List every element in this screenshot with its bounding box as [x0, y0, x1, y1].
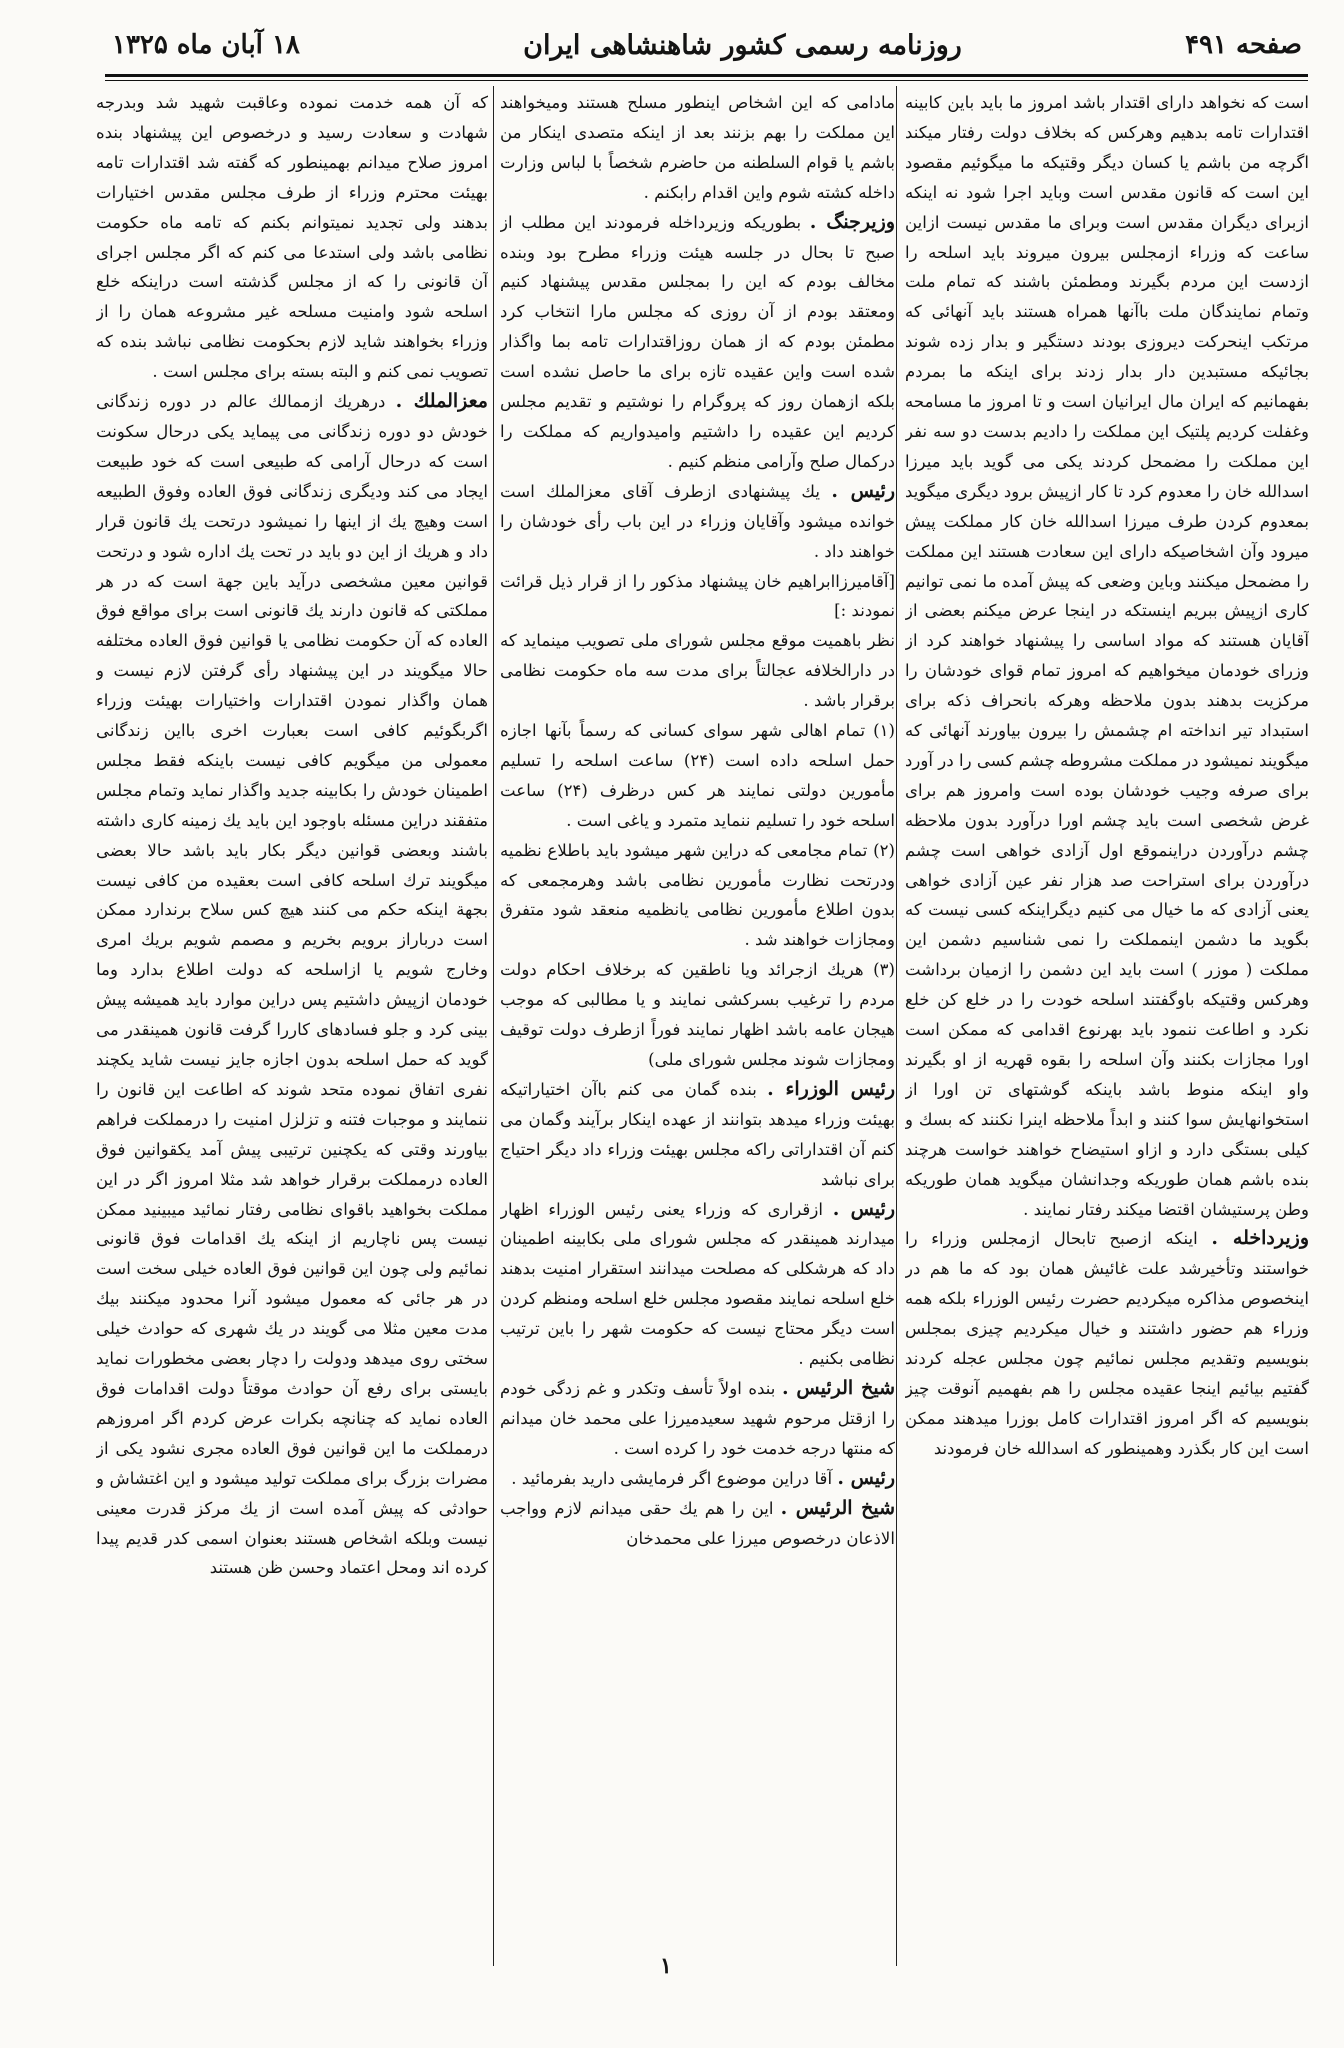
item-text: (۳) هریك ازجرائد ویا ناطقین که برخلاف احکام دولت مردم را ترغیب بسرکشی نمایند و یا مطالبی که موجب هیجان عامه باشد اظهار نمایند فوراً ازطرف دولت توقیف ومجازات شوند مجلس شورای ملی): [500, 960, 895, 1069]
speaker-name: رئیس .: [831, 479, 895, 502]
speech-text: بنده اولاً تأسف وتکدر و غم زدگی خودم را ازقتل مرحوم شهید سعیدمیرزا علی محمد خان میدانم که منتها درجه خدمت خود را کرده است .: [500, 1378, 895, 1458]
speaker-name: شیخ الرئیس .: [781, 1376, 895, 1399]
footer-page-number: ۱: [660, 1953, 672, 1979]
column-middle: [500, 88, 895, 1968]
speech-entry: [905, 1224, 1309, 1463]
speech-entry: [500, 1374, 895, 1464]
speech-entry: [500, 1075, 895, 1195]
paragraph: که آن همه خدمت نموده وعاقبت شهید شد وبدرجه شهادت و سعادت رسید و درخصوص این پیشنهاد بنده امروز صلاح میدانم بهمینطور که گفته شد اقتدارات تامه بهیئت محترم وزراء از طرف مجلس مقدس اختیارات بدهند ولی تجدید نمیتوانم بکنم که تامه ماه حکومت نظامی باشد ولی استدعا می کنم که اگر مجلس اجرای آن قانونی را که از مجلس گذشته است دراینکه خلع اسلحه شود وامنیت مسلحه غیر مشروعه همان را از وزراء بخواهند شاید لازم بحکومت نظامی نباشد بنده که تصویب نمی کنم و البته بسته برای مجلس است .: [96, 93, 488, 382]
bracket-note: [500, 567, 895, 627]
speaker-name: وزیرداخله .: [1211, 1227, 1309, 1250]
speaker-name: رئیس .: [837, 1466, 895, 1489]
header-newspaper-title: روزنامه رسمی کشور شاهنشاهی ایران: [523, 29, 962, 61]
speech-text: بنده گمان می کنم باآن اختیاراتیکه بهیئت وزراء میدهد بتوانند از عهده اینکار برآیند وگمان می کنم آن اقتداراتی راکه مجلس بهیئت وزراء داد دیگر احتیاج برای نباشد: [500, 1079, 895, 1189]
speech-entry: [500, 208, 895, 477]
speech-text: اینکه ازصبح تابحال ازمجلس وزراء را خواستند وتأخیرشد علت غائیش همان بود که ما هم در اینخصوص مذاکره میکردیم حضرت رئیس الوزراء بلکه همه وزراء هم حضور داشتند و خیال میکردیم چیزی بمجلس بنویسیم وتقدیم مجلس نمائیم چون مجلس عجله کردند گفتیم بیائیم اینجا عقیده مجلس را هم بفهمیم آنوقت چیز بنویسیم که اگر امروز اقتدارات کامل بوزرا میدهند ممکن است این کار بگذرد وهمینطور که اسدالله خان فرمودند: [905, 1229, 1309, 1458]
paragraph: است که نخواهد دارای اقتدار باشد امروز ما باید باین کابینه اقتدارات تامه بدهیم وهرکس که بخلاف دولت رفتار میکند اگرچه من باشم یا کسان دیگر وقتیکه ما میگوئیم مقصود این است که قانون مقدس است وباید اجرا شود نه اینکه ازبرای دیگران مقدس است وبرای ما مقدس نیست ازاین ساعت که وزراء ازمجلس بیرون میروند باید اسلحه را ازدست این مردم بگیرند ومطمئن باشند که تمام ملت وتمام نمایندگان ملت باآنها همراه هستند باید آنهائی که مرتکب اینحرکت دیروزی بودند دستگیر و بدار زده شوند بجائیکه مستبدین دار بدار زدند برای اینکه ما بمردم بفهمانیم که ایران مال ایرانیان است و تا امروز ما مسامحه وغفلت کردیم پلتیک این مملکت را دادیم بدست دو سه نفر این مملکت را مضمحل کردند یکی می گوید باید میرزا اسدالله خان را معدوم کرد تا کار ازپیش برود دیگری میگوید بمعدوم کردن طرف میرزا اسدالله خان کار مملکت پیش میرود وآن اشخاصیکه دارای این سعادت هستند این مملکت را مضمحل میکنند وباین وضعی که پیش آمده ما نمی توانیم کاری ازپیش ببریم اینستکه در اینجا عرض میکنم بعضی از آقایان هستند که مواد اساسی را پیشنهاد خواهند کرد از وزرای خودمان میخواهیم که امروز تمام قوای خودشان را مرکزیت بدهند بدون ملاحظه وهرکه بانحراف ذکه برای استبداد تیر انداخته ام چشمش را بیرون بیاورند آنهائی که میگویند نمیشود در مملکت مشروطه چشم کسی را در آورد برای صرفه وجیب خودشان بوده است وامروز هم برای غرض شخصی است باید چشم اورا درآورد بدون ملاحظه چشم درآوردن دراینموقع اول آزادی خواهی است چشم درآوردن برای استراحت صد هزار نفر عین آزادی خواهی یعنی آزادی که ما خیال می کنیم دیگراینکه کسی نیست که بگوید ما دشمن اینمملکت را نمی شناسیم دشمن این مملکت ( موزر ) است باید این دشمن را ازمیان برداشت وهرکس وقتیکه باوگفتند اسلحه خودت را در خلع کن خلع نکرد و اطاعت ننمود باید بهرنوع اقدامی که ممکن است اورا مجازات بکنند وآن اسلحه را بقوه قهریه از او بگیرند واو اینکه منوط باشد باینکه گوشتهای تن اورا از استخوانهایش سوا کنند و ابداً ملاحظه اینرا نکنند که بسك و کیلی بستگی دارد و ازاو استیضاح خواهند خواست هرچند بنده باشم همان طوریکه وجدانشان میگوید همان طوریکه وطن پرستیشان اقتضا میکند رفتار نمایند .: [905, 93, 1309, 1219]
proposal-body: نظر باهمیت موقع مجلس شورای ملی تصویب مینماید که در دارالخلافه عجالتاً برای مدت سه ماه حکومت نظامی برقرار باشد .: [500, 631, 895, 711]
item-text: (۲) تمام مجامعی که دراین شهر میشود باید باطلاع نظمیه ودرتحت نظارت مأمورین نظامی باشد وهرمجمعی که بدون اطلاع مأمورین نظامی یانظمیه منعقد شود متفرق ومجازات خواهند شد .: [500, 840, 895, 950]
speaker-name: رئیس .: [832, 1197, 895, 1220]
speaker-name: وزیرجنگ .: [809, 210, 895, 233]
column-separator: [493, 86, 494, 1966]
column-separator: [896, 86, 897, 1966]
speech-text: آقا دراین موضوع اگر فرمایشی دارید بفرمائید .: [511, 1468, 833, 1488]
speech-entry: [96, 387, 488, 1583]
speech-entry: [500, 1464, 895, 1494]
note-text: [آقامیرزاابراهیم خان پیشنهاد مذکور را از قرار ذیل قرائت نمودند :]: [500, 571, 895, 621]
speaker-name: معزالملك .: [395, 390, 488, 413]
item-text: (۱) تمام اهالی شهر سوای کسانی که رسماً بآنها اجازه حمل اسلحه داده است (۲۴) ساعت اسلحه را تسلیم مأمورین دولتی نمایند هر کس درظرف (۲۴) ساعت اسلحه خود را تسلیم ننماید متمرد و یاغی است .: [500, 721, 895, 830]
header-rule-thin: [105, 80, 1308, 81]
paragraph: مادامی که این اشخاص اینطور مسلح هستند ومیخواهند این مملکت را بهم بزنند بعد از اینکه متصدی اینکار من باشم یا قوام السلطنه من حاضرم شخصاً با لباس وزارت داخله کشته شوم واین اقدام رابکنم .: [500, 93, 895, 202]
speaker-name: رئیس الوزراء .: [767, 1077, 895, 1100]
speech-entry: [500, 1195, 895, 1374]
header-page-label: صفحه ۴۹۱: [1185, 30, 1302, 60]
speaker-name: شیخ الرئیس .: [780, 1496, 895, 1519]
speech-text: درهریك ازممالك عالم در دوره زندگانی خودش دو دوره زندگانی می پیماید یکی درحال سکونت است که درحال آرامی که طبیعی است که خود طبیعت ایجاد می کند ودیگری زندگانی فوق العاده وفوق الطبیعه است وهیچ یك از اینها را نمیشود درتحت یك قانون قرار داد و هریك از این دو باید در تحت یك اداره شود و درتحت قوانین معین مشخصی درآید باین جهة است که در هر مملکتی که قانون دارند یك قانونی است برای مواقع فوق العاده که آن حکومت نظامی یا قوانین فوق العاده مختلفه حالا میگویند در این پیشنهاد رأی گرفتن لازم نیست و همان واگذار نمودن اقتدارات واختیارات بهیئت وزراء اگربگوئیم کافی است بعبارت اخری بااین زندگانی معمولی من میگویم کافی نیست باینکه فقط مجلس اطمینان خودش را بکابینه جدید واگذار نماید وتمام مجلس متفقند دراین مسئله باوجود این باید یك زمینه کاری داشته باشند وبعضی قوانین دیگر بکار باید باشد حالا بعضی میگویند ترك اسلحه کافی است بعقیده من کافی نیست بجهة اینکه حکم می کنند هیچ کس سلاح برندارد ممکن است درباراز برویم بخریم و مصمم شویم بریك امری وخارج شویم یا ازاسلحه که دولت اطلاع بدارد وما خودمان ازپیش داشتیم پس دراین موارد باید همیشه پیش بینی کرد و جلو فسادهای کاررا گرفت قانون همینقدر می گوید که حمل اسلحه بدون اجازه جایز نیست شاید یکچند نفری اتفاق نموده متحد شوند که اطاعت این قانون را ننمایند و موجبات فتنه و تزلزل امنیت را درمملکت فراهم بیاورند وقتی که یکچنین ترتیبی پیش آمد یکقوانین فوق العاده درمملکت برقرار خواهد شد مثلا امروز اگر در این مملکت بخواهید باقوای نظامی رفتار نمائید میبینید ممکن نیست پس ناچاریم از اینکه یك اقدامات فوق قانونی نمائیم ولی چون این قوانین فوق العاده خیلی سخت است در هر جائی که معمول میشود آنرا محدود میکنند بیك مدت معین مثلا می گویند در یك شهری که حوادث خیلی سختی روی میدهد ودولت را دچار بعضی مخطورات نماید بایستی برای رفع آن حوادث موقتاً دولت اقدامات فوق العاده نماید که چنانچه بکرات عرض کردم اگر امروزهم درمملکت ما این قوانین فوق العاده مجری نشود یکی از مضرات بزرگ برای مملکت تولید میشود و این اغتشاش و حوادثی که پیش آمده است از یك مرکز قدرت معینی نیست وبلکه اشخاص هستند بعنوان اسمی کدر قدیم پیدا کرده اند ومحل اعتماد وحسن ظن هستند: [96, 392, 488, 1578]
speech-entry: [500, 1494, 895, 1554]
header-date: ۱۸ آبان ماه ۱۳۲۵: [112, 30, 300, 60]
column-right: [905, 88, 1309, 1968]
proposal-item: [500, 836, 895, 956]
page-header: [112, 18, 1302, 72]
speech-text: ازقراری که وزراء یعنی رئیس الوزراء اظهار میدارند همینقدر که مجلس شورای ملی بکابینه اطمینان داد که هرشکلی که مصلحت میدانند استقرار امنیت بدهند خلع اسلحه نمایند مقصود مجلس خلع اسلحه ومنظم کردن است دیگر محتاج نیست که حکومت شهر را باین ترتیب نظامی بکنیم .: [500, 1199, 895, 1369]
speech-text: یك پیشنهادی ازطرف آقای معزالملك است خوانده میشود وآقایان وزراء در این باب رأی خودشان را خواهند داد .: [500, 481, 895, 561]
speech-text: این را هم یك حقی میدانم لازم وواجب الاذعان درخصوص میرزا علی محمدخان: [500, 1498, 895, 1548]
proposal-text: [500, 626, 895, 716]
header-rule-thick: [105, 74, 1308, 77]
proposal-item: [500, 955, 895, 1075]
speech-text: بطوریکه وزیرداخله فرمودند این مطلب از صبح تا بحال در جلسه هیئت وزراء مطرح بود وبنده مخالف بودم که این را بمجلس مقدس پیشنهاد کنیم ومعتقد بودم از آن روزی که مجلس مارا انتخاب کرد مطمئن بودم که از همان روزاقتدارات تامه بما واگذار شده است واین عقیده تازه برای ما حاصل نشده است بلکه ازهمان روز که پروگرام را نوشتیم و تقدیم مجلس کردیم این عقیده را داشتیم وامیدواریم که مملکت را درکمال صلح وآرامی منظم کنیم .: [500, 212, 895, 471]
column-left: [96, 88, 488, 1968]
proposal-item: [500, 716, 895, 836]
speech-entry: [500, 477, 895, 567]
